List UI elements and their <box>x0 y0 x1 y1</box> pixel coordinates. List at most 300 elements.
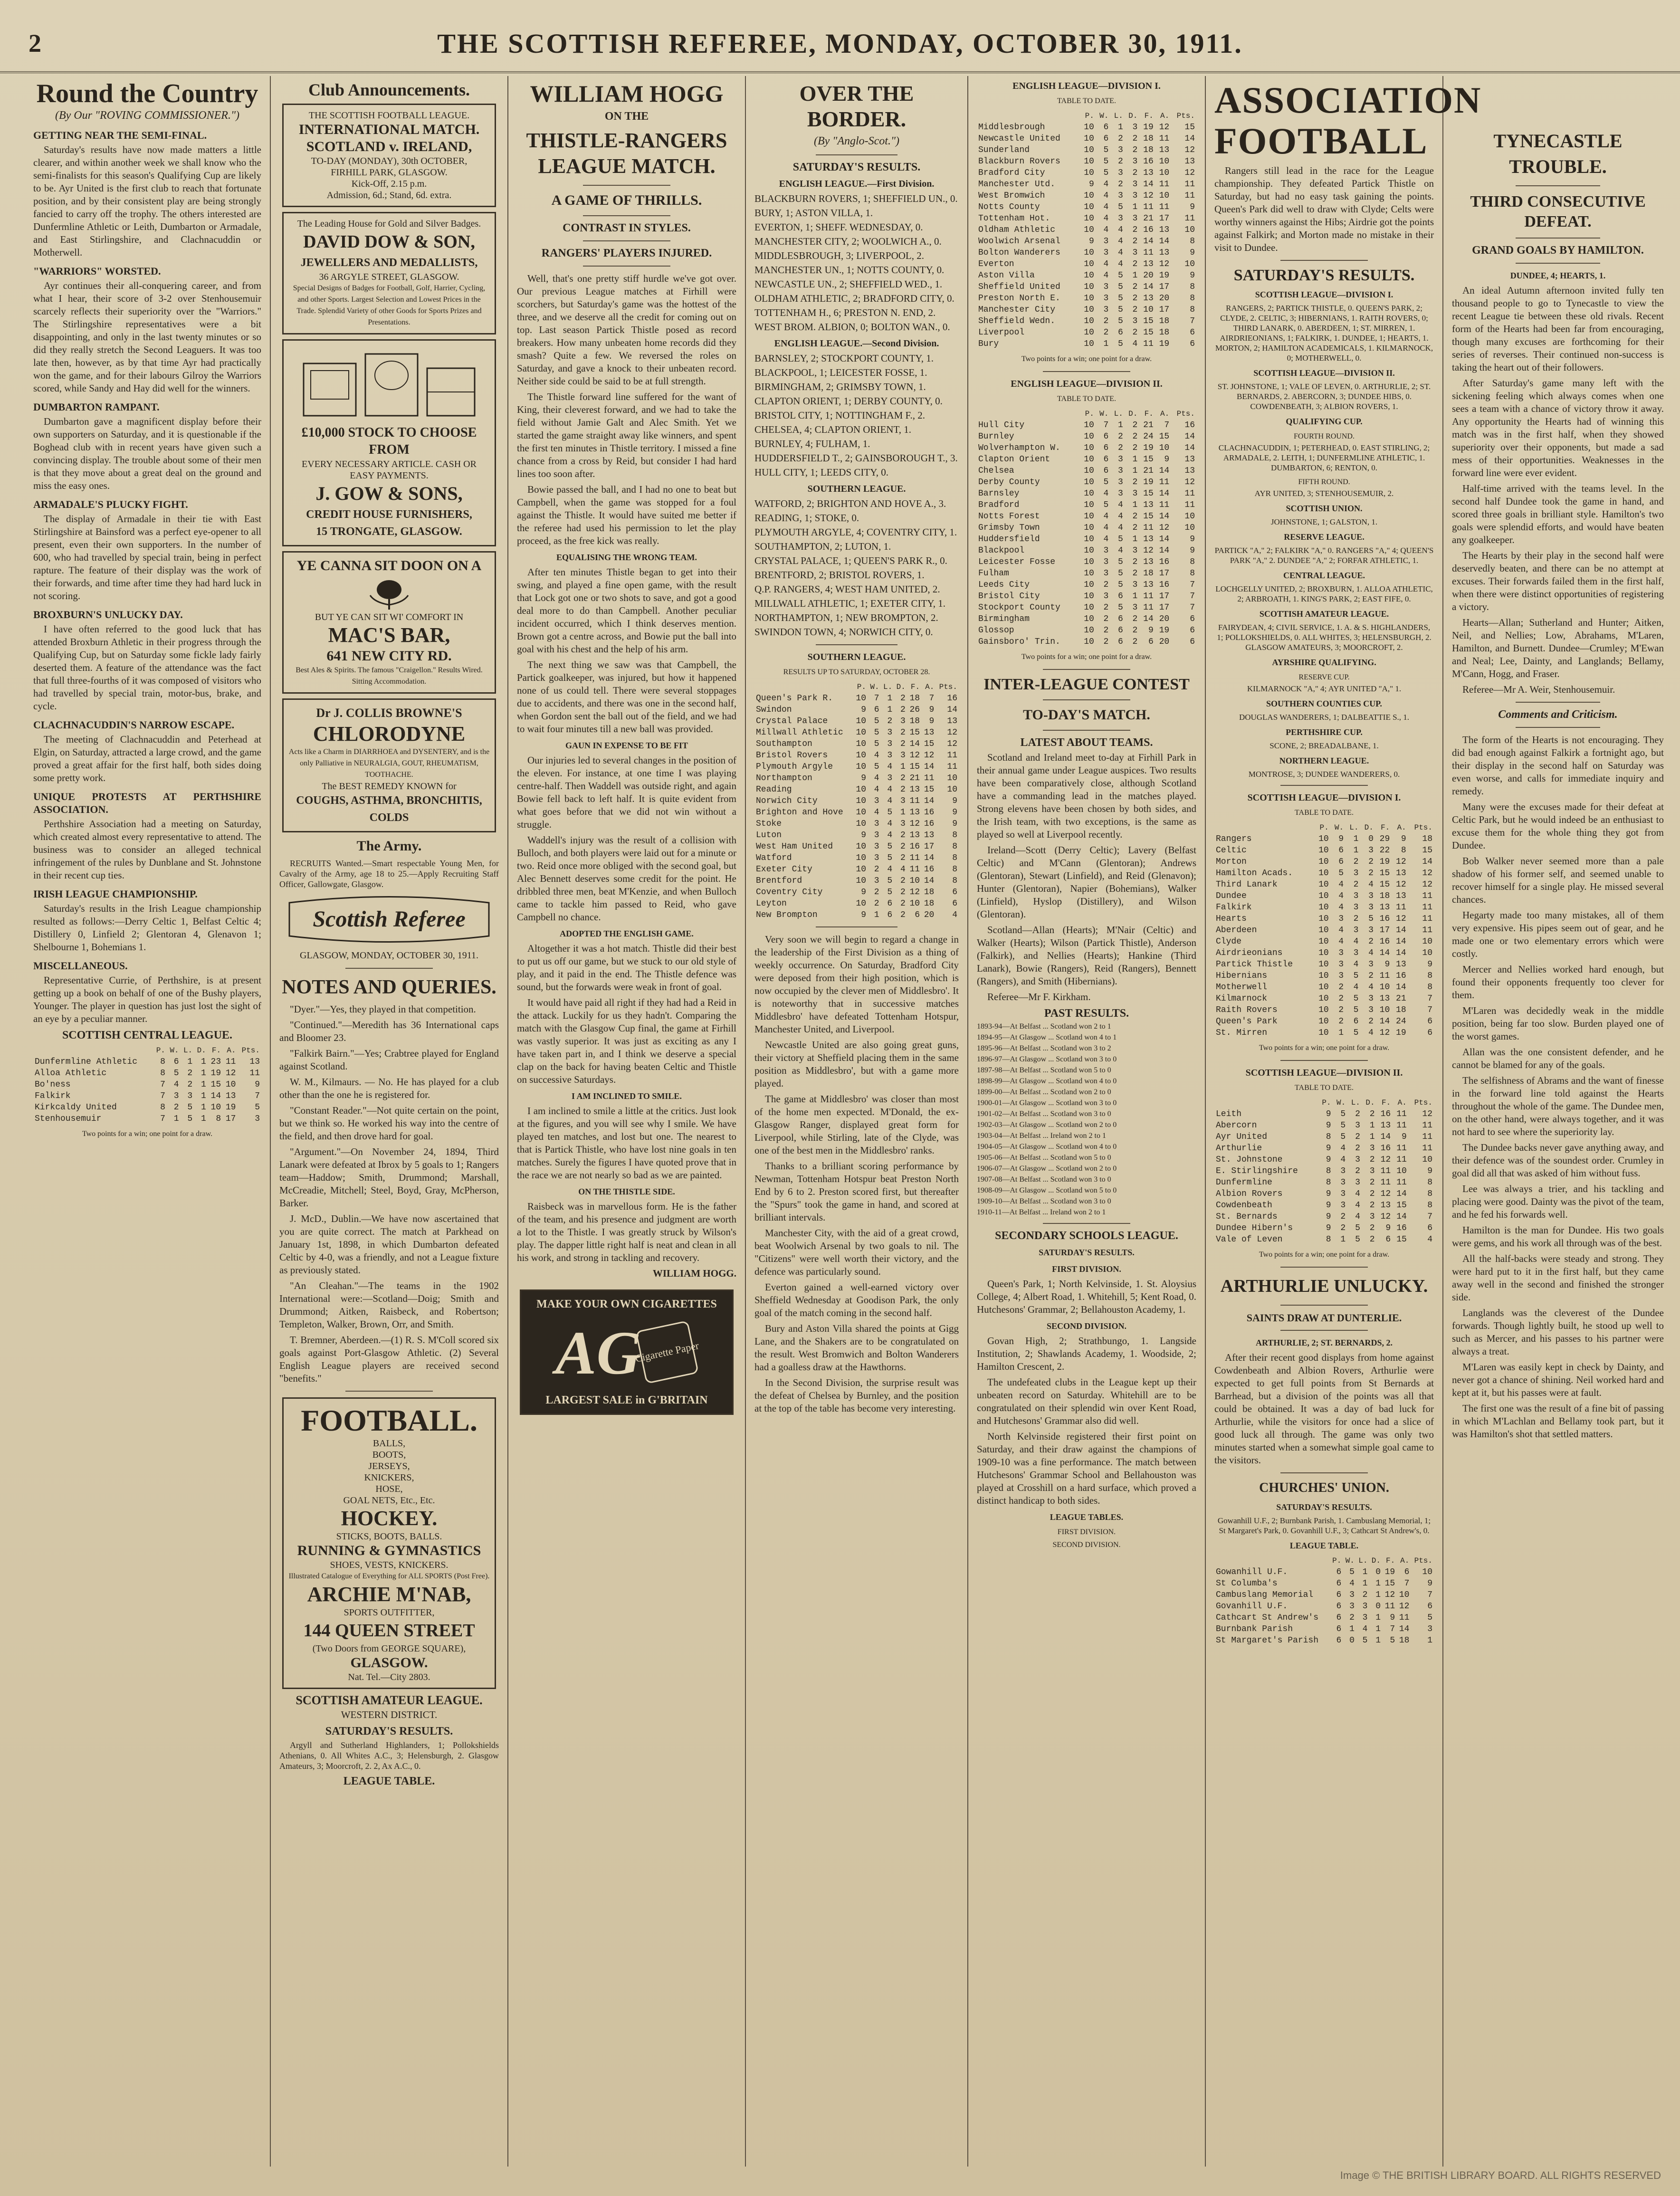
stat-cell: 3 <box>1103 237 1109 246</box>
stat-cell: 10 <box>909 876 920 886</box>
stat-cell: 6 <box>1427 1028 1432 1038</box>
stat-cell: 8 <box>952 831 957 840</box>
stat-cell: 2 <box>900 773 906 783</box>
stat-cell: 9 <box>952 796 957 806</box>
stat-cell: 2 <box>1338 1005 1344 1015</box>
ad-line: YE CANNA SIT DOON ON A <box>296 558 482 573</box>
stat-cell: 12 <box>1143 546 1154 555</box>
table-row <box>754 693 959 704</box>
results-list <box>754 497 959 639</box>
stat-cell: 6 <box>1385 1235 1391 1244</box>
league-table <box>1214 1097 1434 1245</box>
stat-cell: 2 <box>900 899 906 908</box>
stat-cell: 12 <box>1422 880 1432 889</box>
stat-cell: 10 <box>1084 455 1094 464</box>
stat-cell: 12 <box>1184 477 1195 487</box>
ag-product-text: Cigarette Paper <box>634 1339 700 1365</box>
stat-cell: 2 <box>1349 1613 1355 1623</box>
stat-cell: 4 <box>1353 960 1359 969</box>
paragraph: Referee—Mr F. Kirkham. <box>987 991 1091 1003</box>
deck: CONTRAST IN STYLES. <box>563 222 691 234</box>
sub-heading: ENGLISH LEAGUE.—Second Division. <box>774 338 939 349</box>
ad-line: MAKE YOUR OWN CIGARETTES <box>536 1298 717 1310</box>
stat-cell: 9 <box>1427 1579 1432 1588</box>
stat-cell: 2 <box>1103 614 1109 624</box>
stat-cell: 9 <box>1190 248 1195 258</box>
team-name-cell: Gowanhill U.F. <box>1216 1567 1288 1577</box>
stat-cell: 5 <box>1355 1223 1360 1233</box>
stat-cell: 11 <box>1143 339 1154 349</box>
stat-cell: 10 <box>1184 523 1195 533</box>
column-header: D. <box>1371 1556 1381 1565</box>
stat-cell: 5 <box>1118 316 1123 326</box>
team-name-cell: Ayr United <box>1216 1132 1268 1142</box>
team-name-cell: Watford <box>756 853 792 863</box>
stat-cell: 7 <box>1427 994 1432 1003</box>
team-name-cell: Hibernians <box>1216 971 1268 981</box>
team-name-cell: Airdrieonians <box>1216 948 1283 958</box>
stat-cell: 14 <box>1184 134 1195 143</box>
sub-heading: GAUN IN EXPENSE TO BE FIT <box>565 741 688 750</box>
table-row <box>977 179 1196 190</box>
table-row <box>754 704 959 716</box>
paragraph: Saturday's results have now made matters a little clearer, and within another week we shall know who the semi-finalists for this season's Qualifying Cup are likely to be. Ayr United is the first club to reach that fortunate position, and by their consistent play are being strongly fancied to carry off the trophy. The others interested are Dunfermline Athletic or Leith, Dumbarton or Armadale, and East Stirlingshire, and Clachnacuddin or Motherwell. <box>33 144 261 258</box>
stat-cell: 15 <box>1143 489 1154 498</box>
ad-line: DAVID DOW & SON, <box>303 232 475 252</box>
stat-cell: 16 <box>1380 1144 1391 1153</box>
stat-cell: 8 <box>1326 1178 1331 1187</box>
stat-cell: 12 <box>1379 1028 1390 1038</box>
results-list <box>754 352 959 479</box>
paragraph: In the Second Division, the surprise result was the defeat of Chelsea by Burnley, and the position at the top of the table has become very interesting. <box>754 1377 959 1414</box>
paragraph: Perthshire Association had a meeting on Saturday, which created almost every representative to attend. The business was to consider an alleged technical infringement of the rules by Dunblane and St. Johnstone in their recent cup ties. <box>33 818 261 881</box>
table-row <box>977 304 1196 315</box>
stat-cell: 2 <box>900 705 906 715</box>
stat-cell: 24 <box>1396 1017 1406 1026</box>
stat-cell: 4 <box>1103 202 1109 212</box>
stat-cell: 10 <box>1318 834 1329 844</box>
stat-cell: 9 <box>1190 271 1195 280</box>
stat-cell: 10 <box>856 899 866 908</box>
stat-cell: 1 <box>874 910 879 920</box>
stat-cell: 3 <box>1340 1201 1346 1210</box>
column-header: D. <box>896 683 906 691</box>
stat-cell: 3 <box>1338 960 1344 969</box>
past-result-line: 1906-07—At Glasgow ... Scotland won 2 to 0 <box>977 1165 1117 1173</box>
ad-line: 641 NEW CITY RD. <box>326 648 452 664</box>
result-line: HUDDERSFIELD T., 2; GAINSBOROUGH T., 3. <box>754 452 958 464</box>
stat-cell: 4 <box>887 796 893 806</box>
stat-cell: 10 <box>856 785 866 794</box>
stat-cell: 18 <box>924 899 935 908</box>
stat-cell: 4 <box>887 865 893 874</box>
stat-cell: 6 <box>1336 1590 1342 1600</box>
stat-cell: 1 <box>187 1057 193 1067</box>
results-text: AYR UNITED, 3; STENHOUSEMUIR, 2. <box>1254 489 1394 498</box>
team-name-cell: Newcastle United <box>978 134 1060 143</box>
stat-cell: 6 <box>1404 1567 1410 1577</box>
table-heading: LEAGUE TABLE. <box>1289 1541 1359 1550</box>
ad-line: Illustrated Catalogue of Everything for ALL SPORTS (Post Free). <box>288 1572 490 1580</box>
stat-cell: 1 <box>1375 1613 1381 1623</box>
column-header: P. <box>156 1046 165 1055</box>
stat-cell: 14 <box>1396 1212 1407 1222</box>
stat-cell: 18 <box>1396 1005 1406 1015</box>
sub-heading: CENTRAL LEAGUE. <box>1283 571 1365 580</box>
query-answer: "Continued."—Meredith has 36 International caps and Bloomer 23. <box>279 1019 499 1043</box>
query-answer: "Dyer."—Yes, they played in that competition. <box>290 1003 476 1015</box>
stat-cell: 1 <box>1369 1132 1375 1142</box>
stat-cell: 10 <box>1084 248 1094 258</box>
stat-cell: 10 <box>1396 1166 1407 1176</box>
stat-cell: 9 <box>929 716 935 726</box>
stat-cell: 4 <box>1103 214 1109 223</box>
stat-cell: 14 <box>1396 937 1406 946</box>
stat-cell: 2 <box>1132 569 1138 578</box>
stat-cell: 10 <box>1084 145 1094 155</box>
stat-cell: 10 <box>1318 983 1329 992</box>
stat-cell: 11 <box>1159 477 1170 487</box>
stat-cell: 3 <box>1118 477 1123 487</box>
army-notice: RECRUITS Wanted.—Smart respectable Young Men, for Cavalry of the Army, age 18 to 25.—Apply Recruiting Staff Officer, Gallowgate, Glasgow. <box>279 859 499 889</box>
stat-cell: 3 <box>874 842 879 851</box>
stat-cell: 7 <box>1190 592 1195 601</box>
team-name-cell: Bristol City <box>978 592 1040 601</box>
stat-cell: 3 <box>1368 846 1374 855</box>
results-text: FAIRYDEAN, 4; CIVIL SERVICE, 1. A. & S. HIGHLANDERS, 1; POLLOKSHIELDS, 0. ALL WHITES, 3; HELENSBURGH, 2. GLASGOW AMATEURS, 3; MOORCROFT, 2. <box>1217 623 1432 652</box>
table-row <box>1214 1601 1434 1612</box>
column-header: A. <box>1397 1098 1407 1107</box>
table-row <box>754 807 959 818</box>
stat-cell: 2 <box>1132 614 1138 624</box>
team-name-cell: Tottenham Hot. <box>978 214 1050 223</box>
team-name-cell: Hearts <box>1216 914 1247 924</box>
column-header: A. <box>227 1046 236 1055</box>
stat-cell: 16 <box>1159 580 1170 590</box>
sub-heading: WESTERN DISTRICT. <box>341 1709 438 1720</box>
team-name-cell: Queen's Park R. <box>756 694 833 703</box>
table-row <box>977 602 1196 613</box>
stat-cell: 1 <box>1375 1579 1381 1588</box>
table-note: Two points for a win; one point for a draw. <box>1259 1251 1390 1259</box>
stat-cell: 9 <box>861 773 866 783</box>
advert-ag-cigarette-paper <box>520 1289 734 1415</box>
divider <box>1280 1305 1368 1306</box>
stat-cell: 4 <box>1338 880 1344 889</box>
paragraph: After their recent good displays from home against Cowdenbeath and Albion Rovers, Arthurlie were expected to get full points from St Bernards at Barrhead, but a division of the points was all that could be obtained. It was a day of bad luck for Arthurlie, while the visitors for once had a slice of good luck all through. The game was only two minutes started when a somewhat simple goal came to the visitors. <box>1214 1352 1434 1466</box>
table-row <box>754 761 959 773</box>
stat-cell: 16 <box>947 694 957 703</box>
stat-cell: 17 <box>924 842 935 851</box>
stat-cell: 10 <box>1084 157 1094 166</box>
team-name-cell: Wolverhampton W. <box>978 443 1060 453</box>
result-line: MIDDLESBROUGH, 3; LIVERPOOL, 2. <box>754 250 924 261</box>
stat-cell: 13 <box>1159 248 1170 258</box>
stat-cell: 20 <box>1159 294 1170 303</box>
stat-cell: 2 <box>1132 512 1138 521</box>
article-body <box>754 933 959 1415</box>
stat-cell: 8 <box>952 865 957 874</box>
table-row <box>977 190 1196 201</box>
stat-cell: 6 <box>1427 1602 1432 1611</box>
paragraph: The Dundee backs never gave anything away, and their defence was of the soundest order. Crumley in goal did all that was asked of him without fuss. <box>1452 1142 1664 1179</box>
stat-cell: 3 <box>874 831 879 840</box>
team-name-cell: Sunderland <box>978 145 1030 155</box>
results-text: Queen's Park, 1; North Kelvinside, 1. St. Aloysius College, 4; Albert Road, 1. Whitehill, 5; Kent Road, 0. Hutchesons' Grammar, 2; Bellahouston Academy, 1. <box>977 1278 1196 1315</box>
divider <box>1516 702 1600 703</box>
stat-cell: 13 <box>1143 259 1154 269</box>
table-row <box>33 1113 261 1125</box>
stat-cell: 13 <box>1143 294 1154 303</box>
table-row <box>754 875 959 887</box>
stat-cell: 3 <box>1118 145 1123 155</box>
column-header: Pts. <box>939 683 957 691</box>
table-subheading: TABLE TO DATE. <box>1295 809 1354 817</box>
result-line: BURNLEY, 4; FULHAM, 1. <box>754 438 870 449</box>
stat-cell: 1 <box>1353 846 1359 855</box>
advert-macs-bar <box>282 551 496 694</box>
ad-line: Nat. Tel.—City 2803. <box>348 1672 430 1682</box>
paragraph: The form of the Hearts is not encouraging. They did bad enough against Falkirk a fortnight ago, but their display in the second half on Saturday was even worse, and calls for immediate inquiry and remedy. <box>1452 734 1664 797</box>
stat-cell: 10 <box>1318 903 1329 912</box>
stat-cell: 10 <box>947 773 957 783</box>
past-result-line: 1901-02—At Belfast ... Scotland won 3 to 0 <box>977 1110 1111 1118</box>
ad-line: Dr J. COLLIS BROWNE'S <box>316 706 462 720</box>
table-row <box>1214 1566 1434 1578</box>
stat-cell: 6 <box>1118 637 1123 647</box>
table-row <box>977 591 1196 602</box>
stat-cell: 8 <box>1190 282 1195 292</box>
team-name-cell: Luton <box>756 831 782 840</box>
stat-cell: 12 <box>1159 259 1170 269</box>
stat-cell: 1 <box>1132 592 1138 601</box>
stat-cell: 10 <box>1084 626 1094 635</box>
stat-cell: 21 <box>1396 994 1406 1003</box>
stat-cell: 5 <box>1340 1109 1346 1119</box>
stat-cell: 8 <box>1326 1132 1331 1142</box>
result-line: READING, 1; STOKE, 0. <box>754 512 859 524</box>
stat-cell: 10 <box>1084 134 1094 143</box>
stat-cell: 6 <box>1103 134 1109 143</box>
table-header-row <box>1214 1097 1434 1108</box>
stat-cell: 13 <box>1396 960 1406 969</box>
stat-cell: 10 <box>1084 443 1094 453</box>
stat-cell: 14 <box>1159 546 1170 555</box>
team-name-cell: Everton <box>978 259 1014 269</box>
column-header: D. <box>1128 410 1138 418</box>
advert-archie-mnab <box>282 1397 496 1689</box>
stat-cell: 5 <box>1103 145 1109 155</box>
stat-cell: 10 <box>1084 512 1094 521</box>
table-row <box>1214 993 1434 1004</box>
stat-cell: 5 <box>173 1069 179 1078</box>
stat-cell: 3 <box>173 1091 179 1101</box>
stat-cell: 2 <box>1103 637 1109 647</box>
stat-cell: 2 <box>1355 1132 1360 1142</box>
team-name-cell: Cathcart St Andrew's <box>1216 1613 1319 1623</box>
team-name-cell: Notts Forest <box>978 512 1040 521</box>
deck: LATEST ABOUT TEAMS. <box>1020 736 1153 749</box>
stat-cell: 19 <box>1379 857 1390 867</box>
stat-cell: 0 <box>1368 834 1374 844</box>
team-name-cell: Leith <box>1216 1109 1242 1119</box>
stat-cell: 3 <box>1132 191 1138 201</box>
stat-cell: 3 <box>1349 1590 1355 1600</box>
page-number: 2 <box>29 29 41 57</box>
team-name-cell: Bo'ness <box>35 1080 71 1089</box>
ad-line: STICKS, BOOTS, BALLS. <box>336 1531 442 1542</box>
table-row <box>754 818 959 830</box>
stat-cell: 10 <box>1084 569 1094 578</box>
stat-cell: 11 <box>1422 891 1432 901</box>
column-header: A. <box>1160 410 1170 418</box>
team-name-cell: Stoke <box>756 819 782 829</box>
ad-line: The BEST REMEDY KNOWN for <box>322 781 457 792</box>
table-heading: ENGLISH LEAGUE—DIVISION II. <box>1011 379 1163 389</box>
stat-cell: 19 <box>1384 1567 1395 1577</box>
stat-cell: 3 <box>1132 580 1138 590</box>
stat-cell: 1 <box>1375 1624 1381 1634</box>
stat-cell: 10 <box>1399 1590 1410 1600</box>
table-row <box>1214 1578 1434 1589</box>
paragraph: North Kelvinside registered their first point on Saturday, and their draw against the champions of 1909-10 was a fine performance. The match between Hutchesons' Grammar School and Bellahouston was played at Crosshill on a hard surface, which proved a distinct handicap to both sides. <box>977 1431 1196 1506</box>
sub-heading: I AM INCLINED TO SMILE. <box>572 1091 682 1101</box>
stat-cell: 10 <box>1084 420 1094 430</box>
stat-cell: 14 <box>1379 1017 1390 1026</box>
stat-cell: 3 <box>1340 1178 1346 1187</box>
newspaper-title: THE SCOTTISH REFEREE, MONDAY, OCTOBER 30, 1911. <box>437 28 1243 59</box>
team-name-cell: Fulham <box>978 569 1009 578</box>
paragraph: After Saturday's game many left with the sickening feeling which always comes when one sees a team with a chance of victory throw it away. Any opportunity the Hearts had of winning this match was in the first half, when they showed superiority over their opponents, but made a sad mess of their opportunities. Weaknesses in the forward line were ever evident. <box>1452 377 1664 478</box>
stat-cell: 11 <box>1184 500 1195 510</box>
stat-cell: 2 <box>1103 316 1109 326</box>
stat-cell: 4 <box>1353 983 1359 992</box>
stat-cell: 19 <box>1159 271 1170 280</box>
stat-cell: 10 <box>1143 305 1154 315</box>
table-row <box>33 1056 261 1068</box>
stat-cell: 15 <box>1143 512 1154 521</box>
column-header: W. <box>870 683 879 691</box>
team-name-cell: Gainsboro' Trin. <box>978 637 1060 647</box>
notes-queries-list <box>279 1003 499 1385</box>
paragraph: Representative Currie, of Perthshire, is at present getting up a book on behalf of one of the Bushy players, Younger. The player in question has just lost the sight of an eye by a peculiar manner. <box>33 974 261 1024</box>
paragraph: I am inclined to smile a little at the critics. Just look at the figures, and you will see why I smile. We have played ten matches, and lost but one. The nearest to that is Partick Thistle, who have lost nine goals in ten matches. Surely the figures I have quoted prove that in the race we are not nearly so bad as we are painted. <box>517 1105 736 1181</box>
stat-cell: 11 <box>1184 489 1195 498</box>
team-name-cell: Notts County <box>978 202 1040 212</box>
divider <box>1280 1472 1368 1473</box>
column-header <box>33 1045 153 1056</box>
stat-cell: 2 <box>1368 857 1374 867</box>
stat-cell: 10 <box>1084 305 1094 315</box>
score-line: ARTHURLIE, 2; ST. BERNARDS, 2. <box>1255 1338 1393 1347</box>
stat-cell: 11 <box>1380 1166 1391 1176</box>
stat-cell: 1 <box>1132 535 1138 544</box>
deck: TO-DAY'S MATCH. <box>1023 707 1150 723</box>
stat-cell: 16 <box>1379 937 1390 946</box>
column-over-the-border <box>754 76 959 2176</box>
stat-cell: 2 <box>1118 134 1123 143</box>
stat-cell: 10 <box>1318 880 1329 889</box>
column-header: P. <box>1319 823 1329 832</box>
stat-cell: 11 <box>1384 1602 1395 1611</box>
stat-cell: 5 <box>187 1114 193 1124</box>
stat-cell: 1 <box>1375 1590 1381 1600</box>
stat-cell: 7 <box>160 1080 165 1089</box>
column-header: W. <box>170 1046 179 1055</box>
column-header: Pts. <box>1414 1556 1432 1565</box>
stat-cell: 12 <box>1380 1212 1391 1222</box>
stat-cell: 3 <box>887 739 893 749</box>
stat-cell: 3 <box>1118 168 1123 178</box>
stat-cell: 5 <box>1118 202 1123 212</box>
table-row <box>977 156 1196 167</box>
paragraph: Raisbeck was in marvellous form. He is the father of the team, and his presence and judgment are worth a lot to the Thistle. I was greatly struck by Wilson's play. The dapper little right half is neat and clean in all his work, and strong in tackling and recovery. <box>517 1201 736 1263</box>
ad-line: Admission, 6d.; Stand, 6d. extra. <box>326 190 452 201</box>
ad-line: THE SCOTTISH FOOTBALL LEAGUE. <box>308 110 470 121</box>
divider <box>816 644 897 645</box>
stat-cell: 13 <box>909 785 920 794</box>
stat-cell: 3 <box>1368 994 1374 1003</box>
section-heading: SATURDAY'S RESULTS. <box>1233 267 1415 284</box>
stat-cell: 14 <box>1159 237 1170 246</box>
stat-cell: 5 <box>187 1103 193 1112</box>
paragraph: Langlands was the cleverest of the Dundee forwards. Though lightly built, he stood up well to such as Mercer, and his passes to his partner were always a treat. <box>1452 1307 1664 1357</box>
stat-cell: 18 <box>1143 145 1154 155</box>
team-name-cell: St. Mirren <box>1216 1028 1268 1038</box>
ad-line: FOOTBALL. <box>301 1404 477 1437</box>
stat-cell: 17 <box>1159 569 1170 578</box>
team-name-cell: Woolwich Arsenal <box>978 237 1060 246</box>
column-header: A. <box>1397 823 1406 832</box>
team-name-cell: Bradford <box>978 500 1020 510</box>
table-row <box>1214 1589 1434 1601</box>
stat-cell: 6 <box>1103 455 1109 464</box>
table-header-row <box>33 1045 261 1056</box>
column-header: Pts. <box>1414 1098 1432 1107</box>
stat-cell: 10 <box>1084 282 1094 292</box>
team-name-cell: Cowdenbeath <box>1216 1201 1272 1210</box>
ad-line: SCOTLAND v. IRELAND, <box>306 139 472 154</box>
table-row <box>1214 1612 1434 1623</box>
divider <box>816 926 897 927</box>
column-header: L. <box>1349 823 1359 832</box>
stat-cell: 13 <box>924 831 935 840</box>
table-row <box>1214 959 1434 970</box>
stat-cell: 14 <box>1159 489 1170 498</box>
ad-line: Best Ales & Spirits. The famous "Craigellon." Results Wired. Sitting Accommodation. <box>296 666 483 686</box>
divider <box>345 1391 433 1392</box>
stat-cell: 4 <box>1103 259 1109 269</box>
stat-cell: 3 <box>1338 914 1344 924</box>
stat-cell: 12 <box>1143 191 1154 201</box>
sub-heading: SECOND DIVISION. <box>1046 1321 1127 1331</box>
stat-cell: 3 <box>1118 455 1123 464</box>
paragraph: Scotland—Allan (Hearts); M'Nair (Celtic) and Walker (Hearts); Wilson (Partick Thistle), Anderson (Falkirk), and Nellies (Hearts); Hankine (Third Lanark), Bowie (Rangers), Reid (Rangers), Bennett (Rangers), and Smith (Hibernians). <box>977 924 1196 987</box>
stat-cell: 1 <box>1132 271 1138 280</box>
ad-line: Kick-Off, 2.15 p.m. <box>351 179 427 189</box>
stat-cell: 11 <box>1143 248 1154 258</box>
results-text: RANGERS, 2; PARTICK THISTLE, 0. QUEEN'S PARK, 2; CLYDE, 2. CELTIC, 3; HIBERNIANS, 1. RAITH ROVERS, 0; THIRD LANARK, 0. ABERDEEN, 1; ST. MIRREN, 1. AIRDRIEONIANS, 1; FALKIRK, 1. DUNDEE, 1; HEARTS, 1. MORTON, 2; HAMILTON ACADEMICALS, 1. KILMARNOCK, 0; MOTHERWELL, 0. <box>1215 304 1433 363</box>
stat-cell: 21 <box>1143 420 1154 430</box>
ad-item: BOOTS, <box>372 1450 406 1460</box>
stat-cell: 4 <box>1427 1235 1432 1244</box>
stat-cell: 17 <box>1159 603 1170 612</box>
table-row <box>33 1102 261 1113</box>
stat-cell: 2 <box>1353 857 1359 867</box>
stat-cell: 10 <box>1422 1567 1432 1577</box>
stat-cell: 13 <box>909 808 920 817</box>
ad-line: SHOES, VESTS, KNICKERS. <box>330 1560 449 1570</box>
